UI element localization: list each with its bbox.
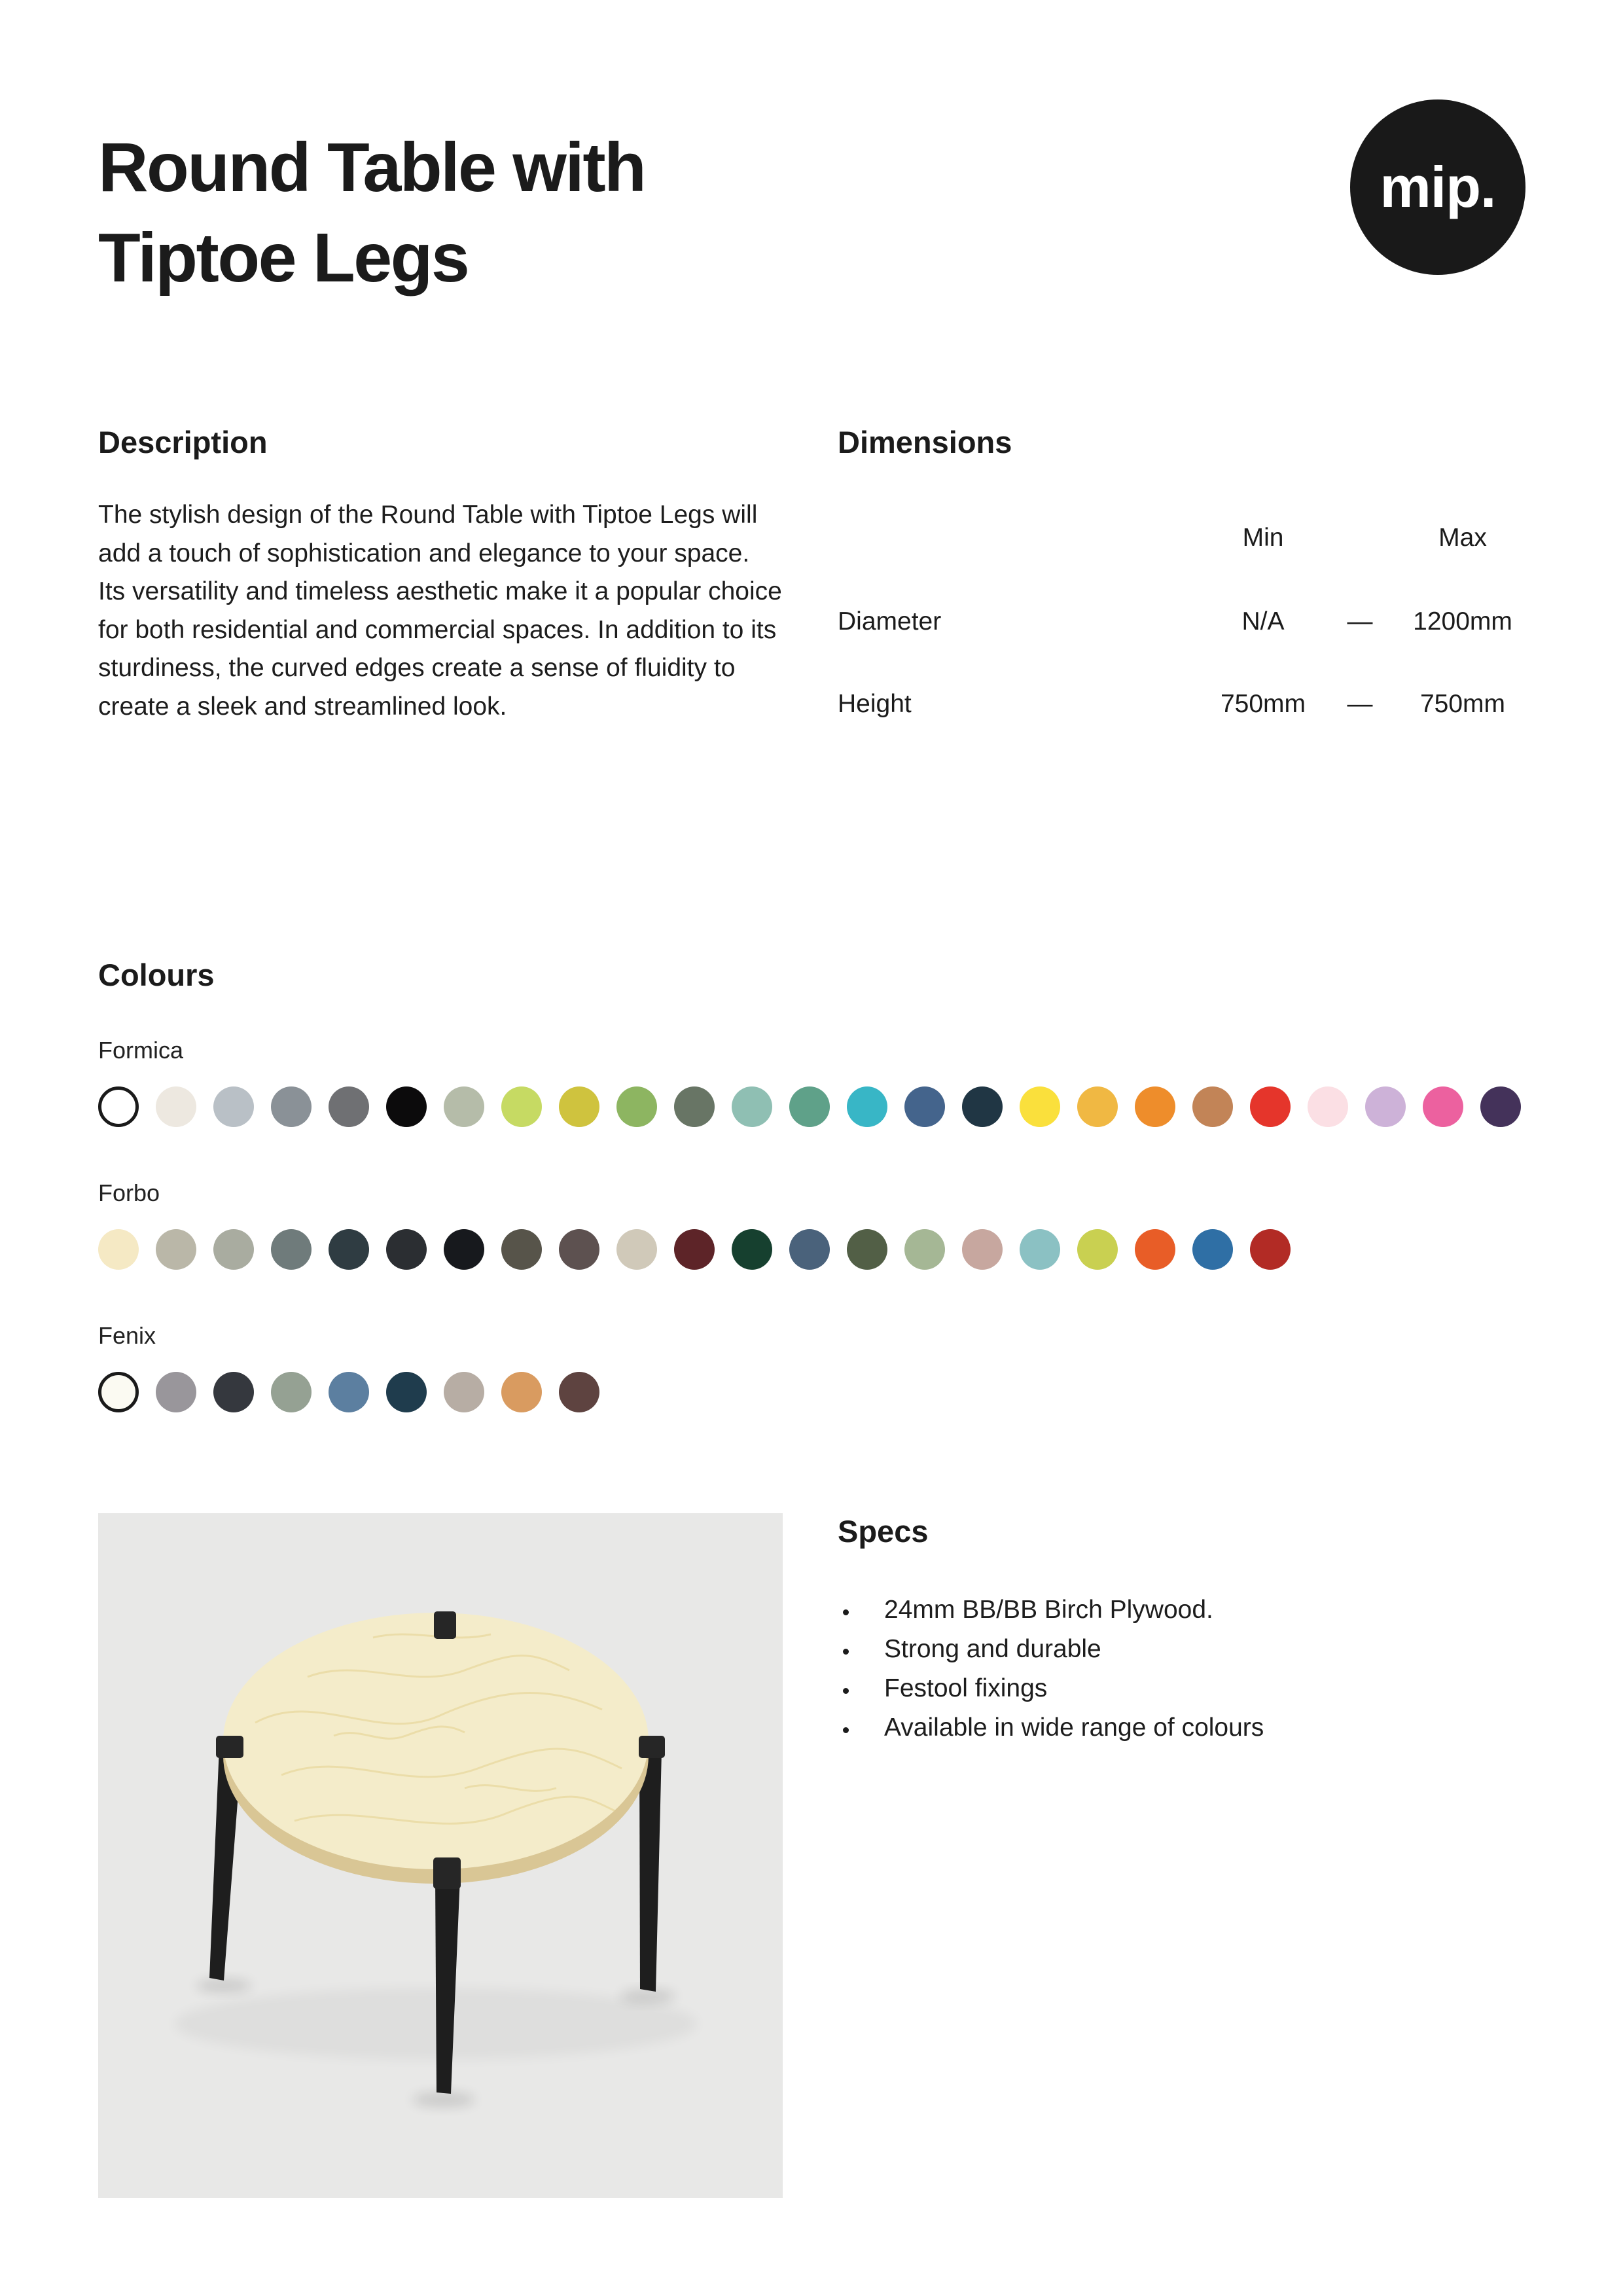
bullet-icon xyxy=(843,1649,849,1655)
colour-swatch xyxy=(1020,1086,1060,1127)
colour-swatch xyxy=(98,1086,139,1127)
mip-logo xyxy=(1350,99,1525,275)
dimensions-table xyxy=(838,524,1538,740)
round-table-render xyxy=(98,1513,783,2198)
colour-swatch xyxy=(213,1229,254,1270)
dimension-dim-dash: — xyxy=(1347,607,1373,636)
spec-item-text: 24mm BB/BB Birch Plywood. xyxy=(884,1596,1213,1624)
colour-swatch xyxy=(156,1229,196,1270)
dimension-dim-label: Height xyxy=(838,690,912,718)
swatch-row-formica xyxy=(98,1086,1521,1127)
colour-swatch xyxy=(1250,1086,1291,1127)
swatch-row-forbo xyxy=(98,1229,1291,1270)
colour-swatch xyxy=(98,1372,139,1412)
colour-swatch xyxy=(674,1086,715,1127)
colour-swatch xyxy=(1192,1229,1233,1270)
colour-swatch xyxy=(732,1086,772,1127)
colour-swatch xyxy=(213,1086,254,1127)
description-heading: Description xyxy=(98,425,268,459)
colour-swatch xyxy=(156,1372,196,1412)
description-body: The stylish design of the Round Table with Tiptoe Legs will add a touch of sophistication and elegance to your space. Its versatility and timeless aesthetic make it a popular choice for both residential and commercial spaces. In addition to its sturdiness, the curved edges create a sense of fluidity to create a sleek and streamlined look. xyxy=(98,501,782,721)
colour-swatch xyxy=(904,1086,945,1127)
colour-swatch xyxy=(444,1372,484,1412)
colour-swatch xyxy=(329,1229,369,1270)
colour-swatch xyxy=(674,1229,715,1270)
leg-clamp-right xyxy=(639,1736,665,1758)
swatch-group-label-formica: Formica xyxy=(98,1037,184,1064)
dimension-dim-label: Diameter xyxy=(838,607,942,636)
colour-swatch xyxy=(962,1086,1003,1127)
colour-swatch xyxy=(789,1086,830,1127)
colour-swatch xyxy=(847,1229,887,1270)
dimension-dim-max: 1200mm xyxy=(1413,607,1512,636)
dimensions-heading: Dimensions xyxy=(838,425,1012,459)
colour-swatch xyxy=(1250,1229,1291,1270)
specs-heading: Specs xyxy=(838,1514,929,1549)
spec-item xyxy=(843,1713,1264,1742)
spec-item-text: Available in wide range of colours xyxy=(884,1713,1264,1742)
table-shadow xyxy=(174,1988,698,2060)
colour-swatch xyxy=(847,1086,887,1127)
colour-swatch xyxy=(1077,1086,1118,1127)
colour-swatch xyxy=(1135,1229,1175,1270)
specs-list xyxy=(843,1596,1264,1742)
bullet-icon xyxy=(843,1609,849,1615)
colour-swatch xyxy=(386,1229,427,1270)
swatch-group-label-fenix: Fenix xyxy=(98,1322,156,1349)
leg-clamp-front xyxy=(433,1857,461,1889)
colour-swatch xyxy=(386,1086,427,1127)
colour-swatch xyxy=(962,1229,1003,1270)
bullet-icon xyxy=(843,1727,849,1733)
colour-swatch xyxy=(1020,1229,1060,1270)
colour-swatch xyxy=(1135,1086,1175,1127)
colour-swatch xyxy=(616,1086,657,1127)
leg-clamp-left xyxy=(216,1736,243,1758)
colour-swatch xyxy=(616,1229,657,1270)
colour-swatch xyxy=(329,1372,369,1412)
colour-swatch xyxy=(501,1372,542,1412)
dimension-dim-dash: — xyxy=(1347,690,1373,718)
colour-swatch xyxy=(1077,1229,1118,1270)
colour-swatch xyxy=(271,1372,312,1412)
swatch-row-fenix xyxy=(98,1372,599,1412)
dimension-dim-max: 750mm xyxy=(1419,690,1506,718)
colours-heading: Colours xyxy=(98,958,215,992)
colour-swatch xyxy=(1192,1086,1233,1127)
bullet-icon xyxy=(843,1688,849,1694)
colour-swatch xyxy=(271,1086,312,1127)
spec-item-text: Strong and durable xyxy=(884,1635,1101,1663)
dimensions-column-max: Max xyxy=(1438,524,1487,552)
colour-swatch xyxy=(789,1229,830,1270)
colour-swatch xyxy=(444,1086,484,1127)
dimension-dim-min: 750mm xyxy=(1220,690,1306,718)
spec-item xyxy=(843,1596,1264,1624)
dimensions-column-min: Min xyxy=(1242,524,1284,552)
page-title: Round Table with Tiptoe Legs xyxy=(98,129,645,296)
product-render-image xyxy=(98,1513,783,2198)
colour-swatch xyxy=(501,1229,542,1270)
colour-swatch xyxy=(559,1372,599,1412)
colour-swatch xyxy=(1365,1086,1406,1127)
spec-item xyxy=(843,1674,1264,1703)
table-leg-front xyxy=(435,1877,460,2094)
colour-swatch xyxy=(1480,1086,1521,1127)
mip-logo-text: mip. xyxy=(1380,154,1496,219)
colour-swatch xyxy=(1308,1086,1348,1127)
colour-swatch xyxy=(271,1229,312,1270)
tabletop xyxy=(223,1613,649,1869)
colour-swatch xyxy=(501,1086,542,1127)
colour-swatch xyxy=(98,1229,139,1270)
spec-item-text: Festool fixings xyxy=(884,1674,1048,1702)
dimension-dim-min: N/A xyxy=(1241,607,1285,636)
colour-swatch xyxy=(904,1229,945,1270)
colour-swatch xyxy=(329,1086,369,1127)
colour-swatch xyxy=(732,1229,772,1270)
colour-swatch xyxy=(1423,1086,1463,1127)
leg-clamp-back xyxy=(434,1611,456,1639)
colour-swatch xyxy=(156,1086,196,1127)
colour-swatch xyxy=(559,1229,599,1270)
colour-swatch xyxy=(386,1372,427,1412)
colour-swatch xyxy=(444,1229,484,1270)
swatch-group-label-forbo: Forbo xyxy=(98,1179,160,1206)
colour-swatch xyxy=(559,1086,599,1127)
colour-swatch xyxy=(213,1372,254,1412)
spec-item xyxy=(843,1635,1264,1664)
